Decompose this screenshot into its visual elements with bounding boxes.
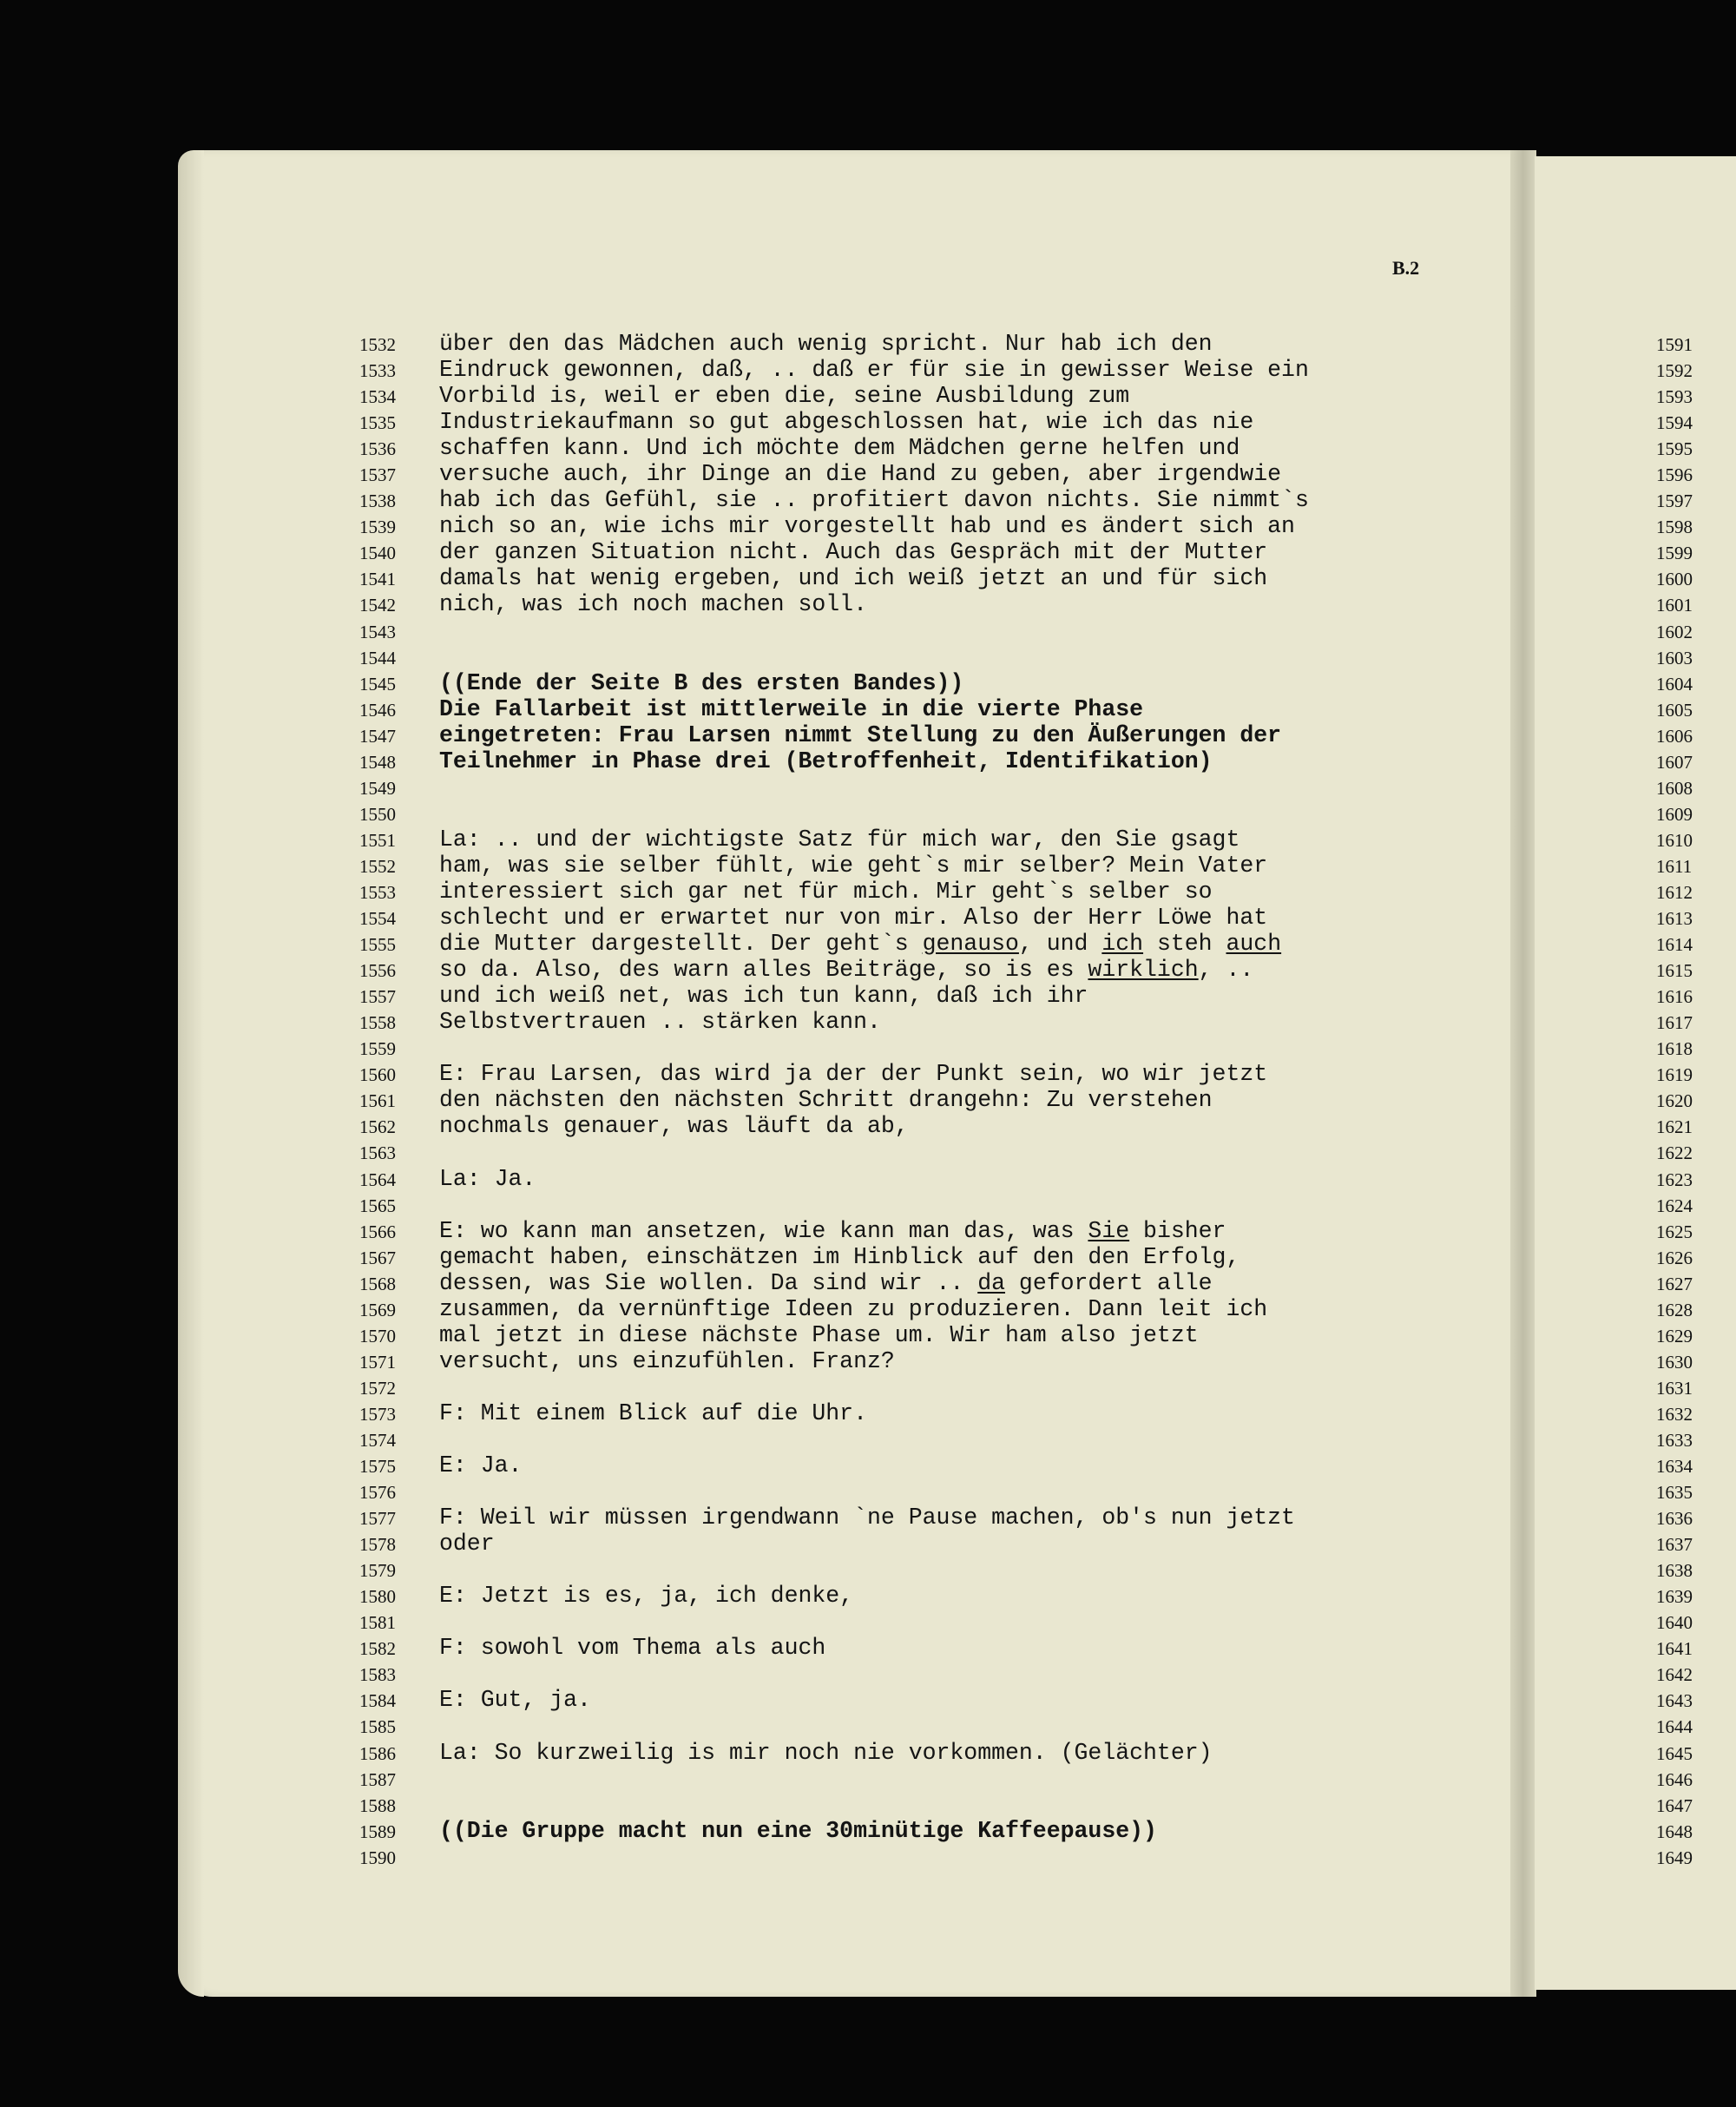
line-number: 1604 bbox=[1656, 673, 1693, 695]
line-number: 1634 bbox=[1656, 1456, 1693, 1478]
line-number: 1624 bbox=[1656, 1195, 1693, 1216]
line-number: 1574 bbox=[359, 1429, 396, 1451]
blank-line bbox=[439, 1035, 1437, 1061]
text-line: hab ich das Gefühl, sie .. profitiert davon nichts. Sie nimmt`s bbox=[439, 487, 1309, 514]
line-number: 1578 bbox=[359, 1534, 396, 1556]
line-number: 1603 bbox=[1656, 647, 1693, 668]
line-number: 1559 bbox=[359, 1038, 396, 1060]
line-number: 1638 bbox=[1656, 1560, 1693, 1582]
line-number: 1599 bbox=[1656, 543, 1693, 564]
line-number: 1609 bbox=[1656, 803, 1693, 825]
text-line: nich, was ich noch machen soll. bbox=[439, 591, 867, 618]
line-number: 1645 bbox=[1656, 1742, 1693, 1764]
line-number: 1594 bbox=[1656, 412, 1693, 434]
line-number: 1628 bbox=[1656, 1299, 1693, 1320]
text-line: Industriekaufmann so gut abgeschlossen hat, wie ich das nie bbox=[439, 409, 1254, 436]
line-number: 1583 bbox=[359, 1664, 396, 1686]
text-line: oder bbox=[439, 1531, 495, 1557]
line-number: 1630 bbox=[1656, 1351, 1693, 1373]
line-number: 1625 bbox=[1656, 1221, 1693, 1242]
blank-line bbox=[439, 1844, 1437, 1870]
text-line: ham, was sie selber fühlt, wie geht`s mir selber? Mein Vater bbox=[439, 852, 1268, 879]
text-segment: gefordert alle bbox=[1005, 1269, 1213, 1296]
section-note: ((Die Gruppe macht nun eine 30minütige Kaffeepause)) bbox=[439, 1817, 1157, 1844]
line-number: 1582 bbox=[359, 1638, 396, 1660]
blank-line bbox=[439, 1766, 1437, 1792]
line-number: 1631 bbox=[1656, 1377, 1693, 1399]
text-line: E: Ja. bbox=[439, 1452, 523, 1479]
line-number: 1555 bbox=[359, 934, 396, 956]
text-segment: , .. bbox=[1198, 957, 1254, 984]
line-number: 1546 bbox=[359, 699, 396, 721]
underlined-word: genauso bbox=[922, 931, 1019, 958]
section-note: Teilnehmer in Phase drei (Betroffenheit, Identifikation) bbox=[439, 747, 1213, 774]
line-number: 1644 bbox=[1656, 1716, 1693, 1738]
text-line bbox=[439, 931, 1437, 957]
line-number: 1532 bbox=[359, 334, 396, 355]
blank-line bbox=[439, 1713, 1437, 1739]
line-number: 1601 bbox=[1656, 595, 1693, 616]
text-line: E: Frau Larsen, das wird ja der der Punkt sein, wo wir jetzt bbox=[439, 1061, 1268, 1088]
line-number: 1572 bbox=[359, 1377, 396, 1399]
text-line: der ganzen Situation nicht. Auch das Gespräch mit der Mutter bbox=[439, 539, 1268, 566]
right-line-numbers bbox=[1656, 332, 1693, 1871]
text-segment: bisher bbox=[1129, 1217, 1226, 1244]
section-note: eingetreten: Frau Larsen nimmt Stellung zu den Äußerungen der bbox=[439, 721, 1282, 748]
text-line: versuche auch, ihr Dinge an die Hand zu geben, aber irgendwie bbox=[439, 461, 1282, 488]
text-line: interessiert sich gar net für mich. Mir geht`s selber so bbox=[439, 878, 1213, 905]
line-number: 1621 bbox=[1656, 1116, 1693, 1138]
line-number: 1618 bbox=[1656, 1038, 1693, 1060]
blank-line bbox=[439, 618, 1437, 644]
line-number: 1620 bbox=[1656, 1090, 1693, 1112]
text-line: F: Weil wir müssen irgendwann `ne Pause machen, ob's nun jetzt bbox=[439, 1505, 1295, 1531]
blank-line bbox=[439, 1557, 1437, 1583]
line-number: 1543 bbox=[359, 621, 396, 642]
blank-line bbox=[439, 1426, 1437, 1452]
line-number: 1567 bbox=[359, 1247, 396, 1268]
line-number: 1636 bbox=[1656, 1508, 1693, 1530]
line-number: 1564 bbox=[359, 1169, 396, 1190]
line-number: 1592 bbox=[1656, 360, 1693, 382]
text-line: schaffen kann. Und ich möchte dem Mädchen gerne helfen und bbox=[439, 435, 1240, 462]
line-number: 1575 bbox=[359, 1456, 396, 1478]
line-number: 1635 bbox=[1656, 1482, 1693, 1504]
text-line: versucht, uns einzufühlen. Franz? bbox=[439, 1347, 895, 1374]
line-number: 1646 bbox=[1656, 1768, 1693, 1790]
line-number: 1639 bbox=[1656, 1586, 1693, 1608]
line-number: 1536 bbox=[359, 438, 396, 460]
line-number: 1595 bbox=[1656, 438, 1693, 460]
text-line bbox=[439, 957, 1437, 983]
text-segment: steh bbox=[1143, 931, 1226, 958]
underlined-word: ich bbox=[1101, 931, 1144, 958]
text-line: mal jetzt in diese nächste Phase um. Wir ham also jetzt bbox=[439, 1321, 1199, 1348]
text-line bbox=[439, 1218, 1437, 1244]
line-number: 1587 bbox=[359, 1768, 396, 1790]
line-number: 1553 bbox=[359, 881, 396, 903]
section-note: Die Fallarbeit ist mittlerweile in die vierte Phase bbox=[439, 695, 1144, 722]
line-number: 1586 bbox=[359, 1742, 396, 1764]
blank-line bbox=[439, 774, 1437, 800]
text-line: La: .. und der wichtigste Satz für mich war, den Sie gsagt bbox=[439, 826, 1240, 853]
line-number: 1576 bbox=[359, 1482, 396, 1504]
line-number: 1649 bbox=[1656, 1847, 1693, 1868]
line-number: 1607 bbox=[1656, 751, 1693, 773]
line-number: 1569 bbox=[359, 1299, 396, 1320]
line-number: 1539 bbox=[359, 517, 396, 538]
line-number: 1565 bbox=[359, 1195, 396, 1216]
line-number: 1534 bbox=[359, 386, 396, 408]
line-number: 1647 bbox=[1656, 1794, 1693, 1816]
line-number: 1545 bbox=[359, 673, 396, 695]
line-number: 1585 bbox=[359, 1716, 396, 1738]
text-segment: so da. Also, des warn alles Beiträge, so is es bbox=[439, 957, 1088, 984]
line-number: 1537 bbox=[359, 464, 396, 486]
line-number: 1642 bbox=[1656, 1664, 1693, 1686]
blank-line bbox=[439, 1139, 1437, 1165]
line-number: 1590 bbox=[359, 1847, 396, 1868]
line-number: 1600 bbox=[1656, 569, 1693, 590]
blank-line bbox=[439, 1792, 1437, 1818]
text-segment: E: wo kann man ansetzen, wie kann man das, was bbox=[439, 1217, 1088, 1244]
line-number: 1619 bbox=[1656, 1064, 1693, 1086]
underlined-word: da bbox=[977, 1269, 1006, 1296]
text-segment: die Mutter dargestellt. Der geht`s bbox=[439, 931, 923, 958]
line-number: 1573 bbox=[359, 1403, 396, 1425]
line-number: 1640 bbox=[1656, 1612, 1693, 1634]
text-line: E: Jetzt is es, ja, ich denke, bbox=[439, 1583, 854, 1610]
line-number: 1637 bbox=[1656, 1534, 1693, 1556]
line-number: 1591 bbox=[1656, 334, 1693, 355]
line-number: 1550 bbox=[359, 803, 396, 825]
line-number: 1641 bbox=[1656, 1638, 1693, 1660]
line-number: 1577 bbox=[359, 1508, 396, 1530]
line-number: 1612 bbox=[1656, 881, 1693, 903]
line-number: 1570 bbox=[359, 1325, 396, 1347]
blank-line bbox=[439, 1478, 1437, 1505]
text-line: damals hat wenig ergeben, und ich weiß jetzt an und für sich bbox=[439, 565, 1268, 592]
line-number: 1626 bbox=[1656, 1247, 1693, 1268]
text-segment: , und bbox=[1018, 931, 1102, 958]
text-line: F: Mit einem Blick auf die Uhr. bbox=[439, 1399, 867, 1426]
line-number: 1614 bbox=[1656, 934, 1693, 956]
line-number: 1561 bbox=[359, 1090, 396, 1112]
line-number: 1541 bbox=[359, 569, 396, 590]
line-number: 1629 bbox=[1656, 1325, 1693, 1347]
text-line: La: So kurzweilig is mir noch nie vorkommen. (Gelächter) bbox=[439, 1739, 1213, 1766]
line-number: 1554 bbox=[359, 908, 396, 930]
blank-line bbox=[439, 800, 1437, 826]
line-number: 1588 bbox=[359, 1794, 396, 1816]
line-number: 1560 bbox=[359, 1064, 396, 1086]
line-number: 1605 bbox=[1656, 699, 1693, 721]
line-number: 1552 bbox=[359, 855, 396, 877]
line-number: 1535 bbox=[359, 412, 396, 434]
text-line: nochmals genauer, was läuft da ab, bbox=[439, 1113, 909, 1140]
line-number: 1632 bbox=[1656, 1403, 1693, 1425]
blank-line bbox=[439, 1192, 1437, 1218]
line-number: 1643 bbox=[1656, 1690, 1693, 1712]
line-number: 1589 bbox=[359, 1821, 396, 1842]
line-number: 1598 bbox=[1656, 517, 1693, 538]
line-number: 1557 bbox=[359, 986, 396, 1008]
text-line: nich so an, wie ichs mir vorgestellt hab und es ändert sich an bbox=[439, 513, 1295, 540]
line-number: 1542 bbox=[359, 595, 396, 616]
text-line: Selbstvertrauen .. stärken kann. bbox=[439, 1009, 881, 1036]
blank-line bbox=[439, 1661, 1437, 1687]
text-line: E: Gut, ja. bbox=[439, 1687, 591, 1714]
left-line-numbers bbox=[359, 332, 396, 1871]
line-number: 1562 bbox=[359, 1116, 396, 1138]
book-gutter bbox=[1510, 150, 1536, 1997]
text-line: F: sowohl vom Thema als auch bbox=[439, 1635, 826, 1662]
text-line: den nächsten den nächsten Schritt drangehn: Zu verstehen bbox=[439, 1087, 1213, 1114]
text-line: schlecht und er erwartet nur von mir. Also der Herr Löwe hat bbox=[439, 905, 1268, 932]
underlined-word: Sie bbox=[1088, 1217, 1130, 1244]
text-line: La: Ja. bbox=[439, 1165, 536, 1192]
line-number: 1613 bbox=[1656, 908, 1693, 930]
line-number: 1558 bbox=[359, 1012, 396, 1034]
line-number: 1597 bbox=[1656, 491, 1693, 512]
text-segment: dessen, was Sie wollen. Da sind wir .. bbox=[439, 1269, 978, 1296]
line-number: 1633 bbox=[1656, 1429, 1693, 1451]
line-number: 1556 bbox=[359, 960, 396, 982]
facing-page bbox=[1535, 156, 1736, 1990]
text-line: Vorbild is, weil er eben die, seine Ausbildung zum bbox=[439, 383, 1130, 410]
text-line: und ich weiß net, was ich tun kann, daß ich ihr bbox=[439, 983, 1088, 1010]
line-number: 1627 bbox=[1656, 1273, 1693, 1294]
line-number: 1563 bbox=[359, 1142, 396, 1164]
section-note: ((Ende der Seite B des ersten Bandes)) bbox=[439, 669, 964, 696]
blank-line bbox=[439, 1609, 1437, 1635]
line-number: 1584 bbox=[359, 1690, 396, 1712]
line-number: 1622 bbox=[1656, 1142, 1693, 1164]
text-line bbox=[439, 1270, 1437, 1296]
line-number: 1615 bbox=[1656, 960, 1693, 982]
text-line: Eindruck gewonnen, daß, .. daß er für sie in gewisser Weise ein bbox=[439, 357, 1309, 384]
line-number: 1580 bbox=[359, 1586, 396, 1608]
line-number: 1617 bbox=[1656, 1012, 1693, 1034]
line-number: 1571 bbox=[359, 1351, 396, 1373]
text-line: zusammen, da vernünftige Ideen zu produzieren. Dann leit ich bbox=[439, 1295, 1268, 1322]
line-number: 1579 bbox=[359, 1560, 396, 1582]
line-number: 1548 bbox=[359, 751, 396, 773]
line-number: 1596 bbox=[1656, 464, 1693, 486]
blank-line bbox=[439, 644, 1437, 670]
underlined-word: auch bbox=[1226, 931, 1282, 958]
line-number: 1549 bbox=[359, 777, 396, 799]
line-number: 1610 bbox=[1656, 829, 1693, 851]
page-label: B.2 bbox=[1392, 257, 1420, 279]
line-number: 1616 bbox=[1656, 986, 1693, 1008]
line-number: 1551 bbox=[359, 829, 396, 851]
line-number: 1623 bbox=[1656, 1169, 1693, 1190]
page-edge bbox=[178, 150, 204, 1997]
line-number: 1581 bbox=[359, 1612, 396, 1634]
line-number: 1538 bbox=[359, 491, 396, 512]
underlined-word: wirklich bbox=[1088, 957, 1199, 984]
line-number: 1540 bbox=[359, 543, 396, 564]
line-number: 1608 bbox=[1656, 777, 1693, 799]
text-line: über den das Mädchen auch wenig spricht. Nur hab ich den bbox=[439, 331, 1213, 357]
line-number: 1568 bbox=[359, 1273, 396, 1294]
line-number: 1602 bbox=[1656, 621, 1693, 642]
text-line: gemacht haben, einschätzen im Hinblick auf den den Erfolg, bbox=[439, 1243, 1240, 1270]
line-number: 1533 bbox=[359, 360, 396, 382]
line-number: 1611 bbox=[1656, 855, 1693, 877]
line-number: 1547 bbox=[359, 725, 396, 747]
line-number: 1593 bbox=[1656, 386, 1693, 408]
line-number: 1566 bbox=[359, 1221, 396, 1242]
line-number: 1544 bbox=[359, 647, 396, 668]
line-number: 1606 bbox=[1656, 725, 1693, 747]
blank-line bbox=[439, 1374, 1437, 1400]
transcript-text bbox=[439, 331, 1437, 1870]
line-number: 1648 bbox=[1656, 1821, 1693, 1842]
